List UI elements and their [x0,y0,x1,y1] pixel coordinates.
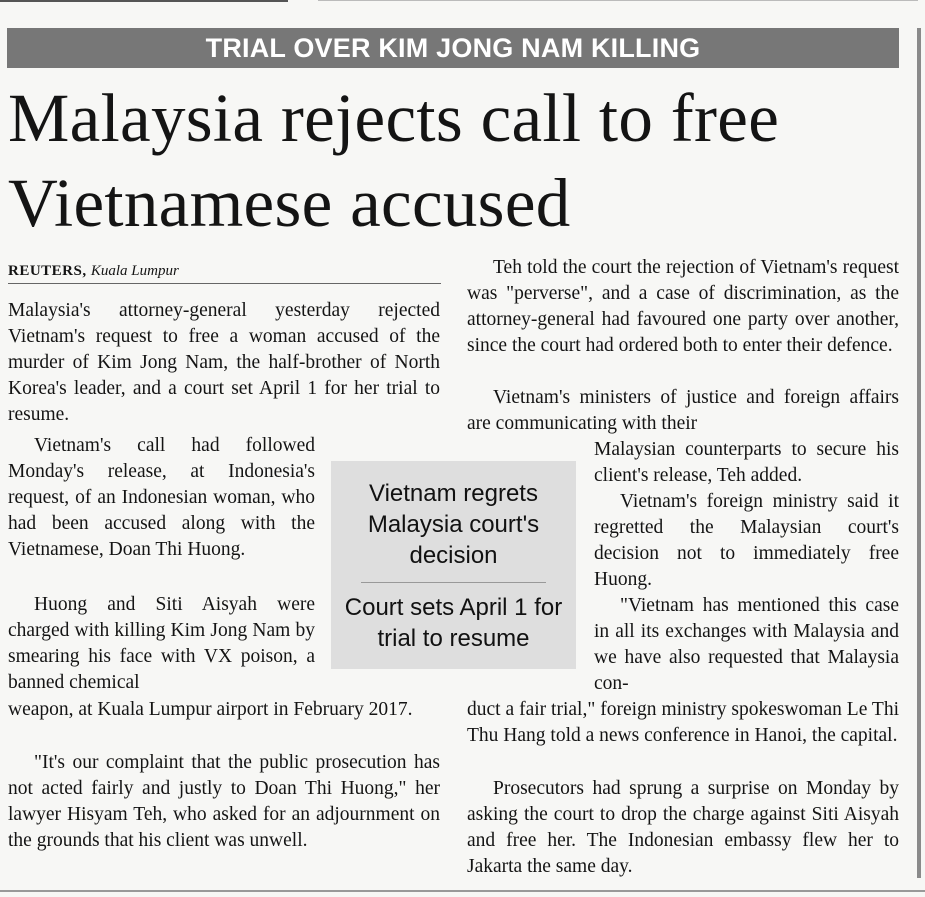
pull-quote-1: Vietnam regrets Malaysia court's decision [367,480,540,569]
paragraph-left-3: Huong and Siti Aisyah were charged with killing Kim Jong Nam by smearing his face with VX poison, a banned chemical [8,594,315,693]
byline [8,260,179,280]
pull-quote-box [331,461,576,669]
kicker-banner: TRIAL OVER KIM JONG NAM KILLING [7,28,899,68]
column-edge-rule [917,28,921,878]
byline-place: Kuala Lumpur [90,263,179,279]
paragraph-right-3: Malaysian counterparts to secure his client's release, Teh added. [594,439,899,486]
paragraph-right-6: duct a fair trial," foreign ministry spokeswoman Le Thi Thu Hang told a news conference in Hanoi, the capital. [467,699,899,746]
paragraph-right-5: "Vietnam has mentioned this case in all its exchanges with Malaysia and we have also requested that Malaysia con- [594,595,899,694]
paragraph-right-4: Vietnam's foreign ministry said it regretted the Malaysian court's decision not to immediately free Huong. [594,491,899,590]
top-rule [0,0,288,2]
paragraph-left-1: Malaysia's attorney-general yesterday rejected Vietnam's request to free a woman accused of the murder of Kim Jong Nam, the half-brother of North Korea's leader, and a court set April 1 for her trial to resume. [8,300,440,425]
pull-quote-2: Court sets April 1 for trial to resume [344,594,563,652]
top-rule-thin [318,0,918,1]
paragraph-left-4: weapon, at Kuala Lumpur airport in February 2017. [8,699,413,720]
paragraph-left-5: "It's our complaint that the public prosecution has not acted fairly and justly to Doan Thi Huong," her lawyer Hisyam Teh, who asked for an adjournment on the grounds that his client was unwell. [8,752,440,851]
byline-agency: REUTERS, [8,263,87,279]
paragraph-left-2: Vietnam's call had followed Monday's release, at Indonesia's request, of an Indonesian woman, who had been accused along with the Vietnamese, Doan Thi Huong. [8,435,315,560]
paragraph-right-2: Vietnam's ministers of justice and foreign affairs are communicating with their [467,387,899,434]
headline: Malaysia rejects call to free Vietnamese accused [8,80,780,241]
pull-quote-divider [361,582,546,583]
bottom-rule [0,890,925,892]
byline-rule [8,283,441,284]
paragraph-right-7: Prosecutors had sprung a surprise on Monday by asking the court to drop the charge against Siti Aisyah and free her. The Indonesian embassy flew her to Jakarta the same day. [467,778,899,877]
paragraph-right-1: Teh told the court the rejection of Vietnam's request was "perverse", and a case of discrimination, as the attorney-general had favoured one party over another, since the court had ordered both to enter their defence. [467,257,899,356]
